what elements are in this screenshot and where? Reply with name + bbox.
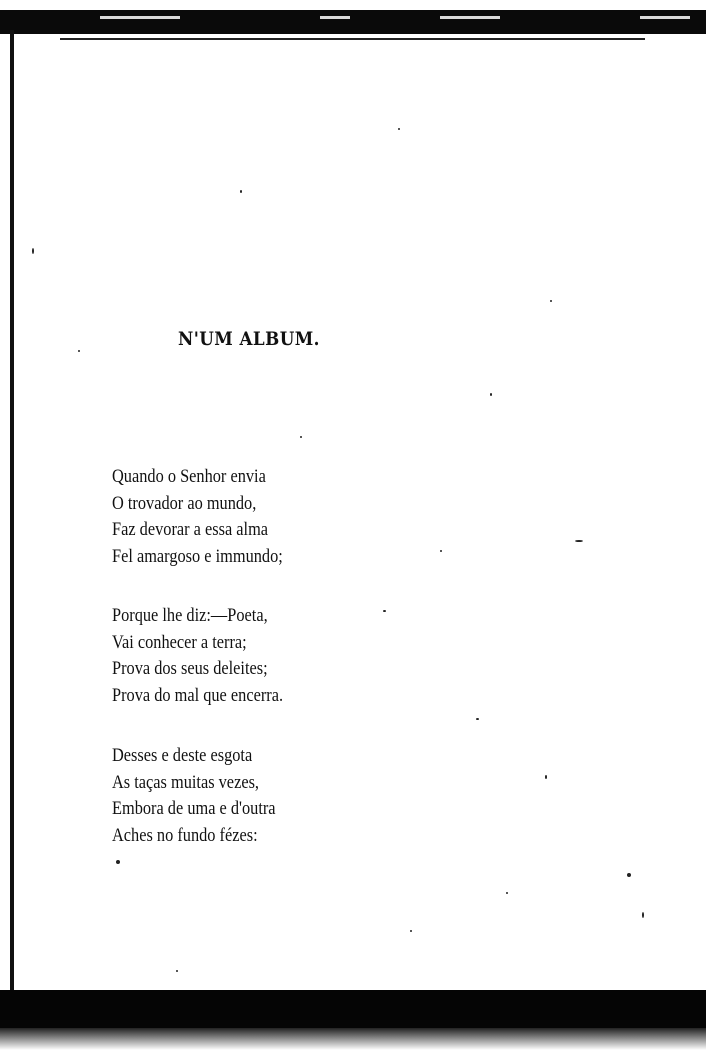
verse-line: Porque lhe diz:—Poeta, — [112, 605, 268, 626]
scan-speck — [176, 970, 178, 972]
scan-top-border — [0, 10, 706, 34]
scan-streak — [320, 16, 350, 19]
scan-speck — [476, 718, 479, 720]
scan-speck — [240, 190, 242, 193]
scan-speck — [440, 550, 442, 552]
scan-speck — [490, 393, 492, 396]
verse-line: Embora de uma e d'outra — [112, 798, 276, 819]
verse-line: Aches no fundo fézes: — [112, 824, 258, 846]
verse-line: Vai conhecer a terra; — [112, 631, 247, 653]
stanza-1 — [112, 464, 311, 570]
scan-speck — [78, 350, 80, 352]
scan-left-border — [10, 30, 14, 990]
scan-streak — [100, 16, 180, 19]
scan-speck — [627, 873, 631, 877]
verse-line: Prova dos seus deleites; — [112, 658, 268, 679]
scan-speck — [545, 775, 547, 779]
stanza-2 — [112, 603, 311, 709]
scan-speck — [398, 128, 400, 130]
stanza-3 — [112, 743, 302, 849]
verse-line: Fel amargoso e immundo; — [112, 545, 283, 567]
scan-speck — [575, 540, 583, 542]
scan-speck — [300, 436, 302, 438]
scan-speck — [506, 892, 508, 894]
verse-line: O trovador ao mundo, — [112, 492, 257, 514]
scan-speck — [642, 912, 644, 918]
verse-line: Faz devorar a essa alma — [112, 519, 269, 540]
scan-bottom-border — [0, 990, 706, 1030]
scan-bottom-shadow — [0, 1028, 706, 1050]
scan-streak — [440, 16, 500, 19]
scan-speck — [383, 610, 386, 612]
scan-speck — [116, 860, 120, 864]
verse-line: Desses e deste esgota — [112, 745, 253, 766]
scan-streak — [640, 16, 690, 19]
page-top-rule — [60, 38, 645, 40]
poem-title: N'UM ALBUM. — [178, 328, 320, 350]
scan-speck — [410, 930, 412, 932]
verse-line: As taças muitas vezes, — [112, 771, 260, 793]
verse-line: Quando o Senhor envia — [112, 466, 266, 487]
scan-speck — [550, 300, 552, 302]
scan-speck — [32, 248, 34, 254]
verse-line: Prova do mal que encerra. — [112, 684, 284, 706]
